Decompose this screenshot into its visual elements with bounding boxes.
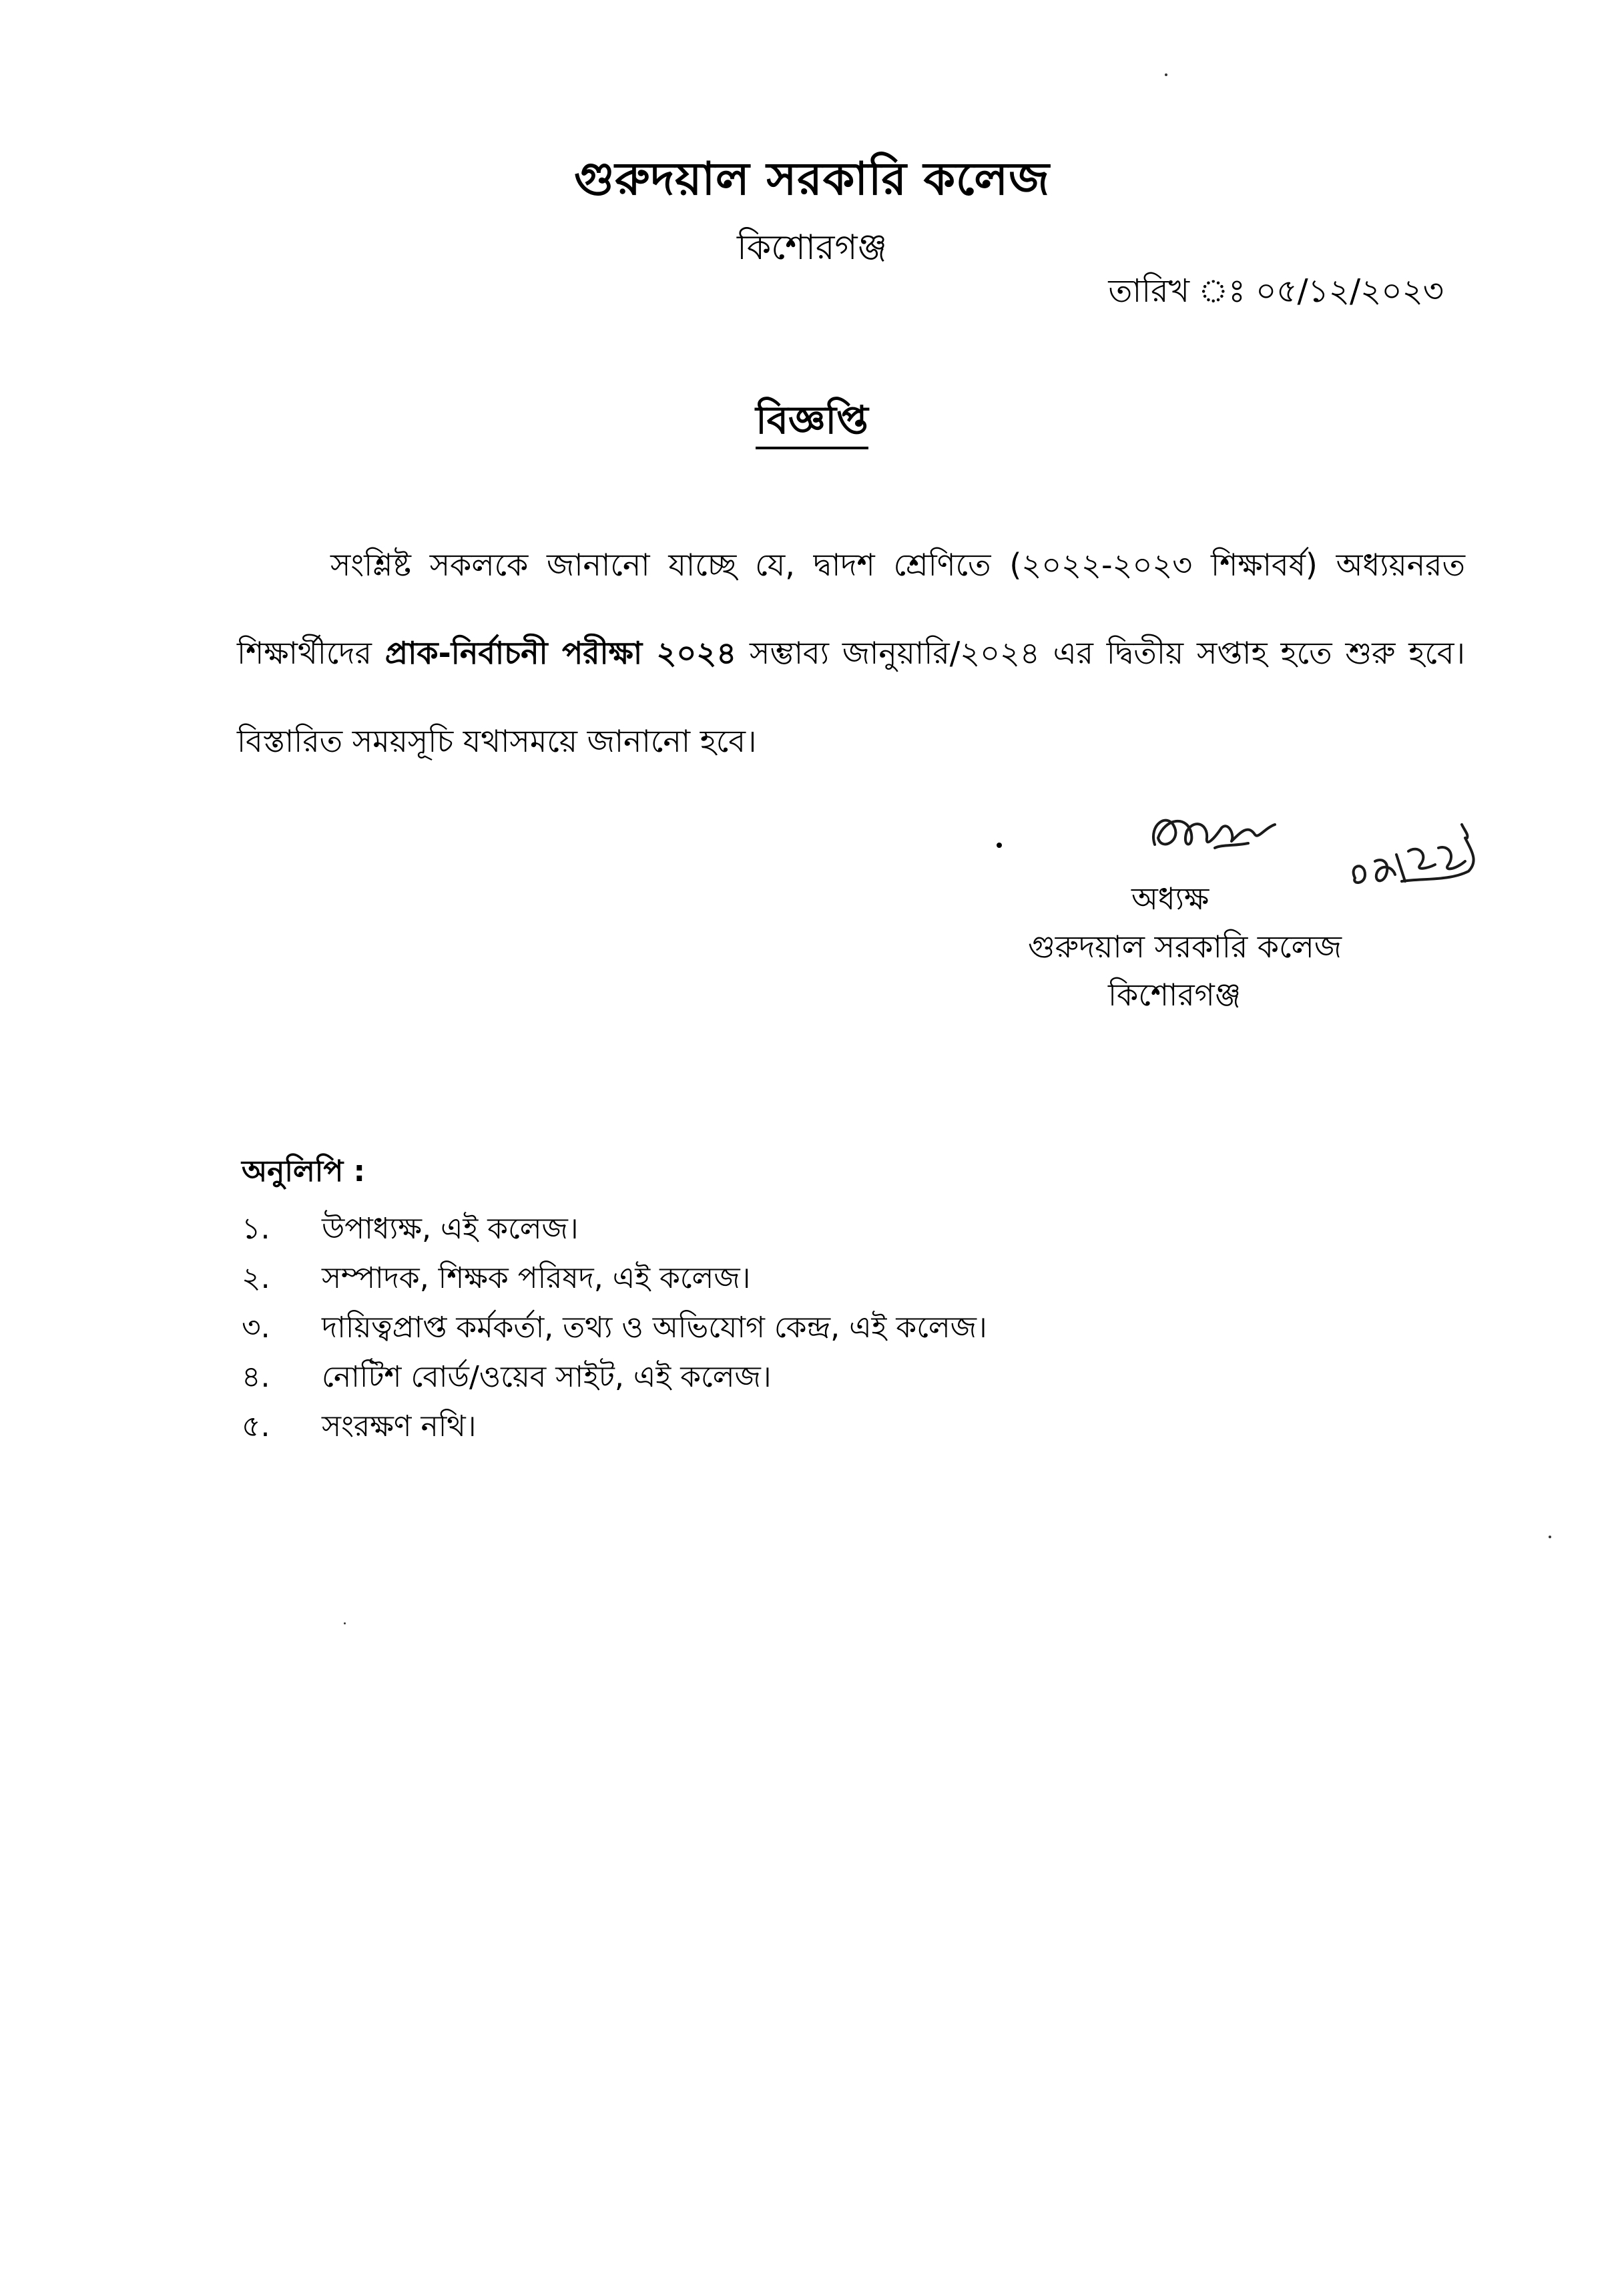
notice-body-part1: সংশ্লিষ্ট সকলকে জানানো যাচ্ছে যে, দ্বাদশ শ্রেণিতে (২০২২-২০২৩ শিক্ষাবর্ষ) অধ্যয়নরত শিক্ষার্থীদের (237, 547, 1465, 671)
signatory-district: কিশোরগঞ্জ (1108, 977, 1242, 1013)
list-item-text: উপাধ্যক্ষ, এই কলেজ। (322, 1212, 579, 1246)
notice-body-exam-name: প্রাক-নির্বাচনী পরীক্ষা ২০২৪ (384, 635, 737, 671)
scan-speck (1165, 73, 1167, 76)
list-item (242, 1204, 1376, 1254)
signatory-block (1001, 875, 1415, 1019)
signatory-designation: অধ্যক্ষ (1131, 881, 1209, 917)
notice-date: তারিখ ঃ ০৫/১২/২০২৩ (1108, 272, 1444, 310)
notice-body-part2: সম্ভাব্য জানুয়ারি/২০২৪ এর দ্বিতীয় সপ্তাহ হতে শুরু হবে। বিস্তারিত সময়সূচি যথাসময়ে জানানো হবে। (237, 635, 1465, 759)
notice-body (237, 521, 1465, 785)
list-item (242, 1254, 1376, 1303)
scan-speck (344, 1622, 346, 1624)
college-name: গুরুদয়াল সরকারি কলেজ (574, 153, 1050, 206)
list-item-number: ৪. (242, 1360, 270, 1394)
list-item-number: ৫. (242, 1409, 270, 1443)
list-item (242, 1402, 1376, 1451)
scan-speck (1549, 1536, 1551, 1538)
college-district: কিশোরগঞ্জ (736, 228, 888, 268)
list-item-text: দায়িত্বপ্রাপ্ত কর্মকর্তা, তথ্য ও অভিযোগ কেন্দ্র, এই কলেজ। (322, 1311, 987, 1345)
copies-block (242, 1148, 1376, 1451)
list-item-text: সম্পাদক, শিক্ষক পরিষদ, এই কলেজ। (322, 1261, 751, 1295)
list-item-text: সংরক্ষণ নথি। (322, 1409, 477, 1443)
notice-title-text: বিজ্ঞপ্তি (756, 397, 868, 449)
list-item (242, 1353, 1376, 1402)
stray-dot (997, 843, 1002, 848)
list-item-number: ১. (242, 1212, 270, 1246)
copies-title: অনুলিপি : (242, 1154, 366, 1188)
signatory-college: গুরুদয়াল সরকারি কলেজ (1028, 929, 1342, 965)
copies-list (242, 1204, 1376, 1451)
notice-title (0, 391, 1624, 455)
list-item (242, 1303, 1376, 1353)
list-item-number: ২. (242, 1261, 270, 1295)
list-item-text: নোটিশ বোর্ড/ওয়েব সাইট, এই কলেজ। (322, 1360, 772, 1394)
list-item-number: ৩. (242, 1311, 270, 1345)
